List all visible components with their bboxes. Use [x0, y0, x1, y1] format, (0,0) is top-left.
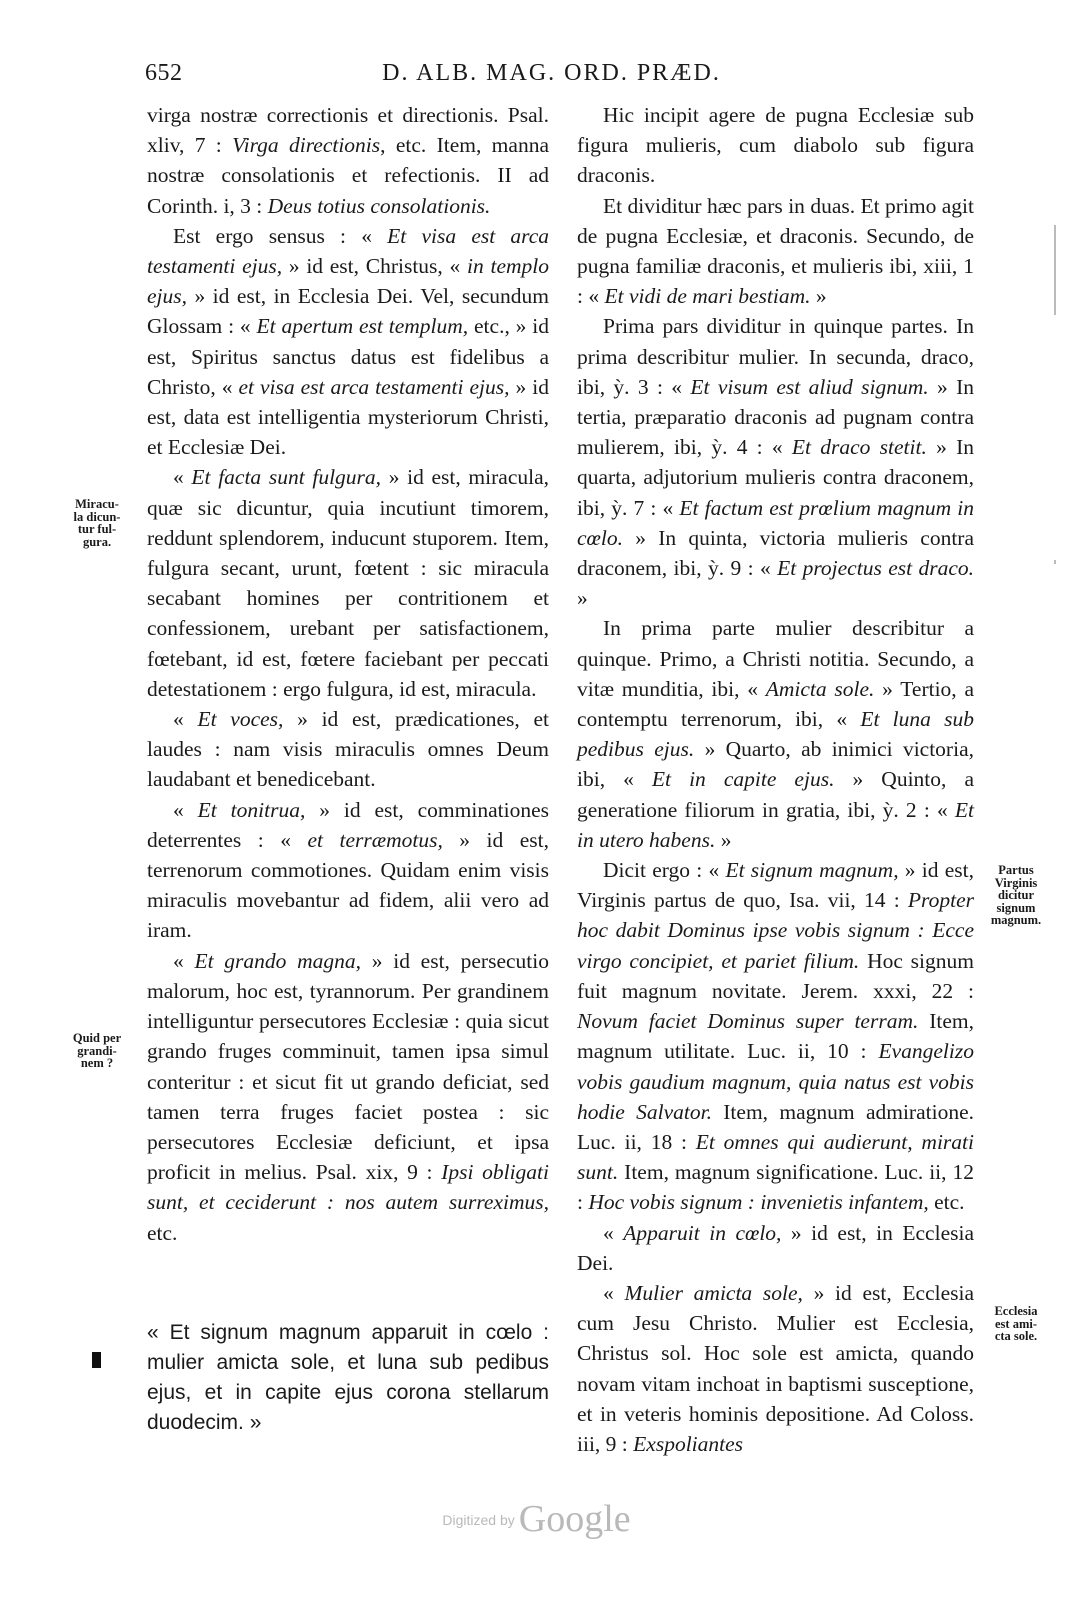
left-paragraph: « Et tonitrua, » id est, comminationes deterrentes : « et terræmotus, » id est, terrenorum commotiones. Quidam enim visis miraculis movebantur ad fidem, alii vero ad iram. — [147, 797, 550, 943]
left-paragraph: « Et grando magna, » id est, persecutio malorum, hoc est, tyrannorum. Per grandinem intelliguntur persecutores Ecclesiæ : quia sicut grando fruges comminuit, tamen ipsa simul conteritur : et sicut fit ut grando deficiat, sed tamen terra fruges faciet postea : sic persecutores Ecclesiæ deficiunt, et ipsa proficit in melius. Psal. xix, 9 : Ipsi obligati sunt, et ceciderunt : nos autem surreximus, etc. — [147, 948, 549, 1245]
right-paragraph: Prima pars dividitur in quinque partes. In prima describitur mulier. In secunda, draco, ibi, ỳ. 3 : « Et visum est aliud signum. » In tertia, præparatio draconis ad pugnam contra mulierem, ibi, ỳ. 4 : « Et draco stetit. » In quarta, adjutorium mulieris contra draconem, ibi, ỳ. 7 : « Et factum est prœlium magnum in cœlo. » In quinta, victoria mulieris contra draconem, ibi, ỳ. 9 : « Et projectus est draco. » — [577, 314, 975, 611]
left-paragraph: virga nostræ correctionis et directionis. Psal. xliv, 7 : Virga directionis, etc. Item, manna nostræ consolationis et refectionis. II ad Corinth. i, 3 : Deus totius consolationis. — [147, 103, 549, 218]
page-number: 652 — [145, 60, 183, 86]
running-title: D. ALB. MAG. ORD. PRÆD. — [382, 60, 721, 86]
section-gap — [147, 1248, 549, 1318]
left-paragraph: « Et facta sunt fulgura, » id est, miracula, quæ sic dicuntur, quia incutiunt timorem, reddunt splendorem, inducunt stuporem. Item, fulgura secant, urunt, fœtent : sic miracula secabant homines per contritionem et confessionem, urebant per satisfactionem, fœtebant, id est, fœtere faciebant per peccati detestationem : ergo fulgura, id est, miracula. — [147, 465, 550, 701]
margin-note-partus: Partus Virginis dicitur signum magnum. — [990, 863, 1042, 927]
digitization-watermark — [0, 1497, 1073, 1541]
right-paragraph: Et dividitur hæc pars in duas. Et primo agit de pugna Ecclesiæ, et draconis. Secundo, de pugna familiæ draconis, et mulieris ibi, xiii, 1 : « Et vidi de mari bestiam. » — [577, 193, 974, 309]
left-column — [147, 100, 549, 1438]
page-edge-mark — [1054, 225, 1056, 315]
right-paragraph: Hic incipit agere de pugna Ecclesiæ sub figura mulieris, cum diabolo sub figura draconis. — [577, 103, 974, 188]
biblical-verse: « Et signum magnum apparuit in cœlo : mulier amicta sole, et luna sub pedibus ejus, et in capite ejus corona stellarum duodecim. » — [147, 1320, 549, 1434]
right-paragraph: « Mulier amicta sole, » id est, Ecclesia cum Jesu Christo. Mulier est Ecclesia, Christus sol. Hoc sole est amicta, quando novam vitam inchoat in baptismi susceptione, et in veteris hominis depositione. Ad Coloss. iii, 9 : Exspoliantes — [577, 1280, 975, 1456]
margin-note-grandinem: Quid per grandi- nem ? — [72, 1031, 122, 1070]
page-edge-mark — [1054, 560, 1056, 564]
google-logo: Google — [518, 1498, 631, 1540]
left-paragraph: « Et voces, » id est, prædicationes, et laudes : nam visis miraculis omnes Deum laudabant et benedicebant. — [147, 707, 549, 792]
digitized-by-text: Digitized by — [442, 1512, 515, 1528]
margin-note-miracula: Miracu- la dicun- tur ful- gura. — [73, 497, 121, 549]
margin-note-ecclesia: Ecclesia est ami- cta sole. — [994, 1304, 1038, 1343]
right-column — [577, 100, 974, 1459]
right-paragraph: Dicit ergo : « Et signum magnum, » id est, Virginis partus de quo, Isa. vii, 14 : Propter hoc dabit Dominus ipse vobis signum : Ecce virgo concipiet, et pariet filium. Hoc signum fuit magnum novitate. Jerem. xxxi, 22 : Novum faciet Dominus super terram. Item, magnum utilitate. Luc. ii, 10 : Evangelizo vobis gaudium magnum, quia natus est vobis hodie Salvator. Item, magnum admiratione. Luc. ii, 18 : Et omnes qui audierunt, mirati sunt. Item, magnum significatione. Luc. ii, 12 : Hoc vobis signum : invenietis infantem, etc. — [577, 858, 975, 1215]
right-paragraph: In prima parte mulier describitur a quinque. Primo, a Christi notitia. Secundo, a vitæ munditia, ibi, « Amicta sole. » Tertio, a contemptu terrenorum, ibi, « Et luna sub pedibus ejus. » Quarto, ab inimici victoria, ibi, « Et in capite ejus. » Quinto, a generatione filiorum in gratia, ibi, ỳ. 2 : « Et in utero habens. » — [577, 616, 974, 852]
right-paragraph: « Apparuit in cœlo, » id est, in Ecclesia Dei. — [577, 1220, 975, 1275]
section-marker — [92, 1352, 101, 1368]
left-paragraph: Est ergo sensus : « Et visa est arca testamenti ejus, » id est, Christus, « in templo ejus, » id est, in Ecclesia Dei. Vel, secundum Glossam : « Et apertum est templum, etc., » id est, Spiritus sanctus datus est fidelibus a Christo, « et visa est arca testamenti ejus, » id est, data est intelligentia mysteriorum Christi, et Ecclesiæ Dei. — [147, 223, 550, 460]
